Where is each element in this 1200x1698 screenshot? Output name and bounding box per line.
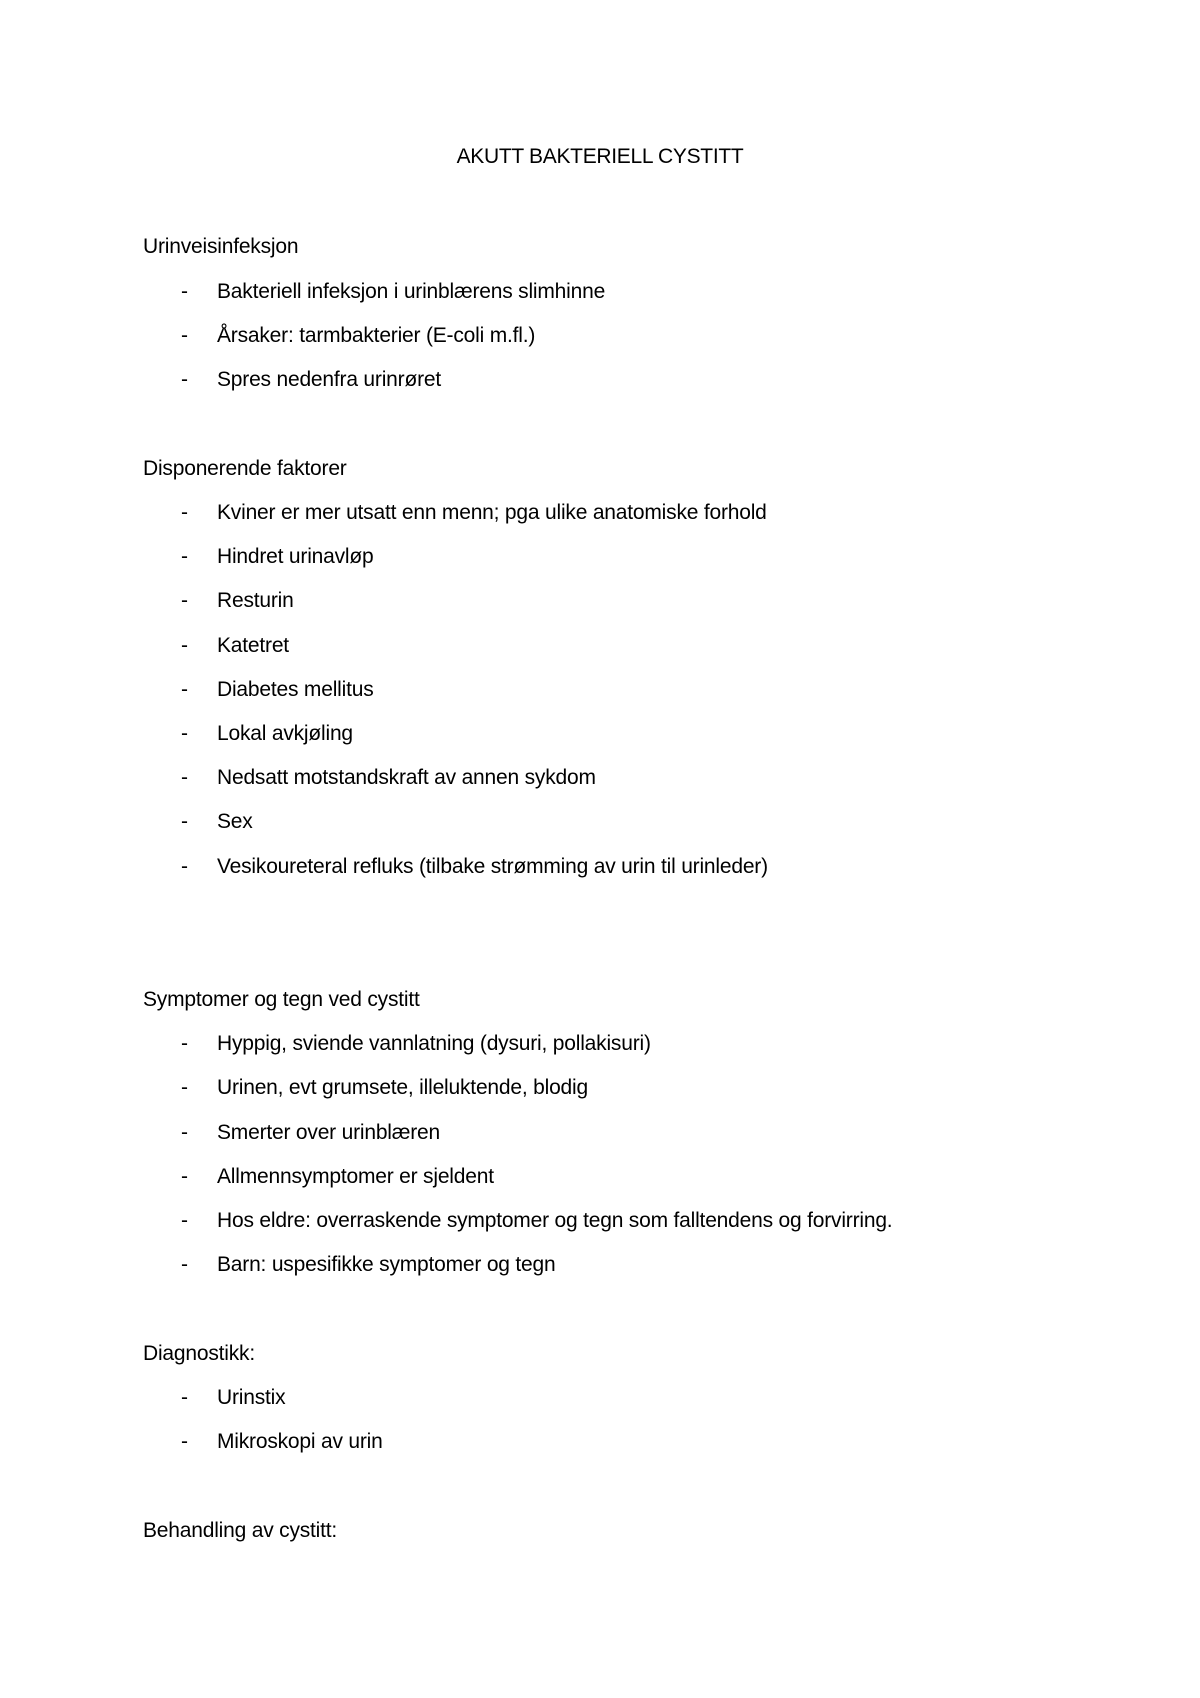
bullet-dash: - (181, 280, 188, 303)
bullet-dash: - (181, 545, 188, 568)
list-item-text: Diabetes mellitus (217, 678, 374, 701)
list-item-text: Nedsatt motstandskraft av annen sykdom (217, 766, 596, 789)
list-item-text: Bakteriell infeksjon i urinblærens slimhinne (217, 280, 606, 303)
bullet-dash: - (181, 766, 188, 789)
bullet-dash: - (181, 1386, 188, 1409)
list-item-text: Allmennsymptomer er sjeldent (217, 1165, 494, 1188)
list-item (181, 366, 441, 394)
bullet-dash: - (181, 1032, 188, 1055)
list-item-text: Hyppig, sviende vannlatning (dysuri, pollakisuri) (217, 1032, 651, 1055)
list-item (181, 808, 253, 836)
bullet-dash: - (181, 501, 188, 524)
bullet-dash: - (181, 1253, 188, 1276)
list-item (181, 1074, 588, 1102)
list-item-text: Sex (217, 810, 253, 833)
section-heading-disponerende-faktorer: Disponerende faktorer (143, 457, 347, 480)
document-title: AKUTT BAKTERIELL CYSTITT (456, 145, 744, 168)
list-item-text: Spres nedenfra urinrøret (217, 368, 441, 391)
list-item (181, 1251, 556, 1279)
list-item (181, 278, 605, 306)
list-item-text: Barn: uspesifikke symptomer og tegn (217, 1253, 556, 1276)
bullet-dash: - (181, 589, 188, 612)
list-item-text: Urinstix (217, 1386, 286, 1409)
list-item-text: Resturin (217, 589, 294, 612)
list-item-text: Årsaker: tarmbakterier (E-coli m.fl.) (217, 324, 536, 347)
bullet-dash: - (181, 1165, 188, 1188)
bullet-dash: - (181, 855, 188, 878)
section-heading-symptomer: Symptomer og tegn ved cystitt (143, 988, 420, 1011)
bullet-dash: - (181, 1209, 188, 1232)
bullet-dash: - (181, 1121, 188, 1144)
list-item-text: Hos eldre: overraskende symptomer og tegn som falltendens og forvirring. (217, 1209, 893, 1232)
list-item (181, 543, 374, 571)
list-item-text: Lokal avkjøling (217, 722, 353, 745)
bullet-dash: - (181, 722, 188, 745)
list-item (181, 720, 353, 748)
list-item (181, 764, 596, 792)
list-item (181, 322, 535, 350)
list-item (181, 1119, 440, 1147)
list-item (181, 1030, 651, 1058)
section-heading-diagnostikk: Diagnostikk: (143, 1342, 255, 1365)
bullet-dash: - (181, 1430, 188, 1453)
bullet-dash: - (181, 368, 188, 391)
list-item-text: Smerter over urinblæren (217, 1121, 440, 1144)
list-item (181, 632, 289, 660)
bullet-dash: - (181, 678, 188, 701)
bullet-dash: - (181, 634, 188, 657)
list-item (181, 853, 768, 881)
bullet-dash: - (181, 324, 188, 347)
list-item (181, 587, 294, 615)
list-item (181, 1428, 383, 1456)
list-item (181, 499, 767, 527)
list-item-text: Mikroskopi av urin (217, 1430, 383, 1453)
section-heading-urinveisinfeksjon: Urinveisinfeksjon (143, 235, 299, 258)
list-item-text: Hindret urinavløp (217, 545, 374, 568)
list-item (181, 676, 374, 704)
list-item (181, 1207, 892, 1235)
list-item-text: Kviner er mer utsatt enn menn; pga ulike anatomiske forhold (217, 501, 767, 524)
bullet-dash: - (181, 1076, 188, 1099)
list-item (181, 1163, 494, 1191)
list-item-text: Katetret (217, 634, 289, 657)
list-item-text: Vesikoureteral refluks (tilbake strømming av urin til urinleder) (217, 855, 768, 878)
bullet-dash: - (181, 810, 188, 833)
section-heading-behandling: Behandling av cystitt: (143, 1519, 338, 1542)
list-item-text: Urinen, evt grumsete, illeluktende, blodig (217, 1076, 588, 1099)
list-item (181, 1384, 285, 1412)
